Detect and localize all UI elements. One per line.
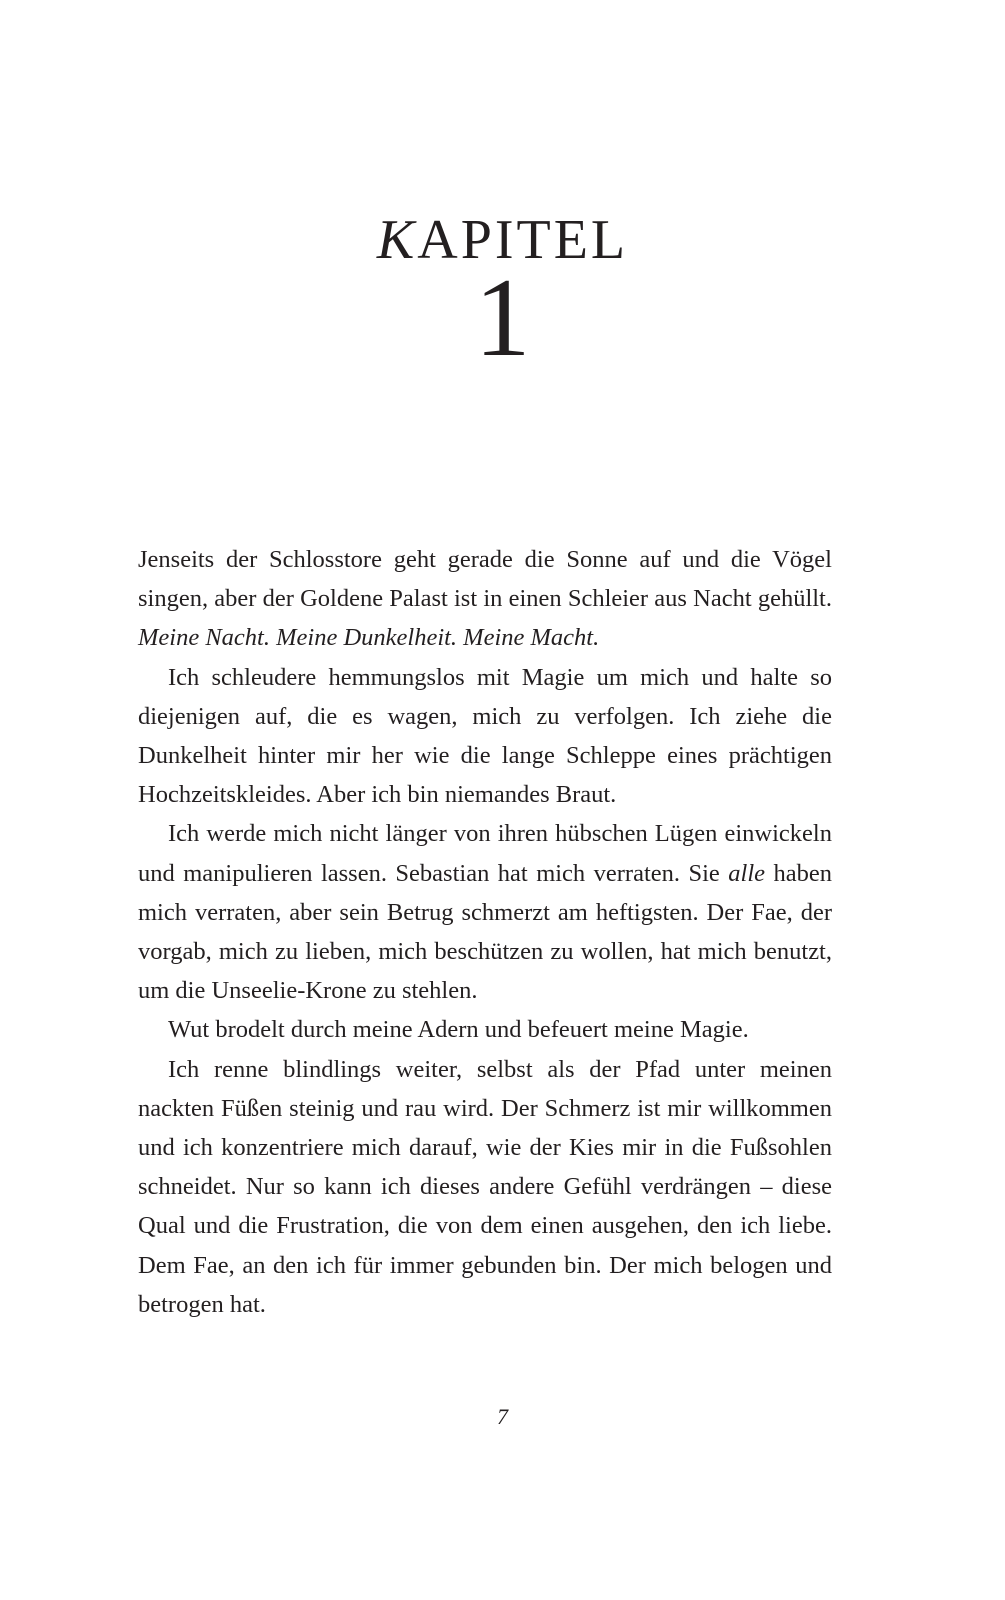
page-number: 7 (497, 1404, 508, 1429)
paragraph-3-after: haben mich verraten, aber sein Betrug schmerzt am heftigsten. Der Fae, der vorgab, mich zu lieben, mich beschützen zu wollen, hat mich benutzt, um die Unseelie-Krone zu stehlen. (138, 859, 833, 1005)
chapter-number: 1 (474, 256, 531, 380)
chapter-label-rest: APITEL (417, 209, 629, 271)
paragraph-4: Wut brodelt durch meine Adern und befeuert meine Magie. (168, 1016, 749, 1044)
paragraph-2: Ich schleudere hemmungslos mit Magie um mich und halte so diejenigen auf, die es wagen, mich zu verfolgen. Ich ziehe die Dunkelheit hinter mir her wie die lange Schleppe eines prächtigen Hochzeitskleides. Aber ich bin niemandes Braut. (138, 663, 832, 809)
paragraph-1-italic: Meine Nacht. Meine Dunkelheit. Meine Macht. (138, 624, 600, 652)
chapter-body (138, 540, 832, 1324)
paragraph-3 (138, 814, 832, 1010)
paragraph-1-text: Jenseits der Schlosstore geht gerade die Sonne auf und die Vögel singen, aber der Goldene Palast ist in einen Schleier aus Nacht gehüllt. (138, 546, 832, 613)
paragraph-3-italic: alle (728, 859, 766, 887)
paragraph-3-before: Ich werde mich nicht länger von ihren hübschen Lügen einwickeln und manipulieren lassen. Sebastian hat mich verraten. Sie (138, 820, 832, 887)
paragraph-5: Ich renne blindlings weiter, selbst als der Pfad unter meinen nackten Füßen steinig und rau wird. Der Schmerz ist mir willkommen und ich konzentriere mich darauf, wie der Kies mir in die Fußsohlen schneidet. Nur so kann ich dieses andere Gefühl verdrängen – diese Qual und die Frustration, die von dem einen ausgehen, den ich liebe. Dem Fae, an den ich für immer gebunden bin. Der mich belogen und betrogen hat. (138, 1055, 832, 1318)
paragraph-1 (138, 540, 832, 658)
chapter-initial: K (376, 209, 418, 271)
